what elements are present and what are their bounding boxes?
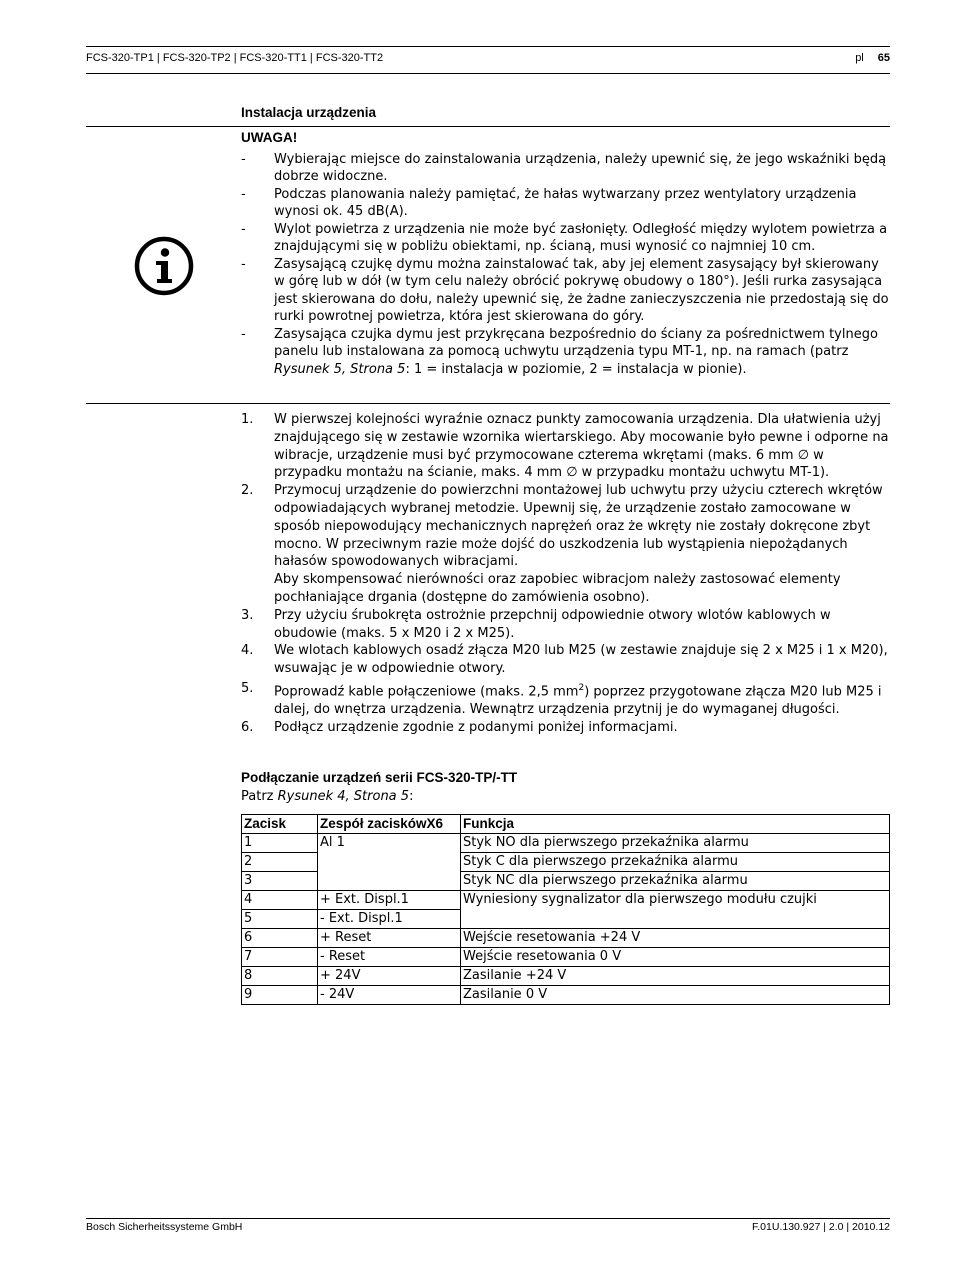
header-lang: pl — [855, 52, 864, 64]
table-row: 9 - 24V Zasilanie 0 V — [242, 986, 890, 1005]
note-item: - Zasysająca czujka dymu jest przykręcana bezpośrednio do ściany za pośrednictwem tylnego panelu lub instalowana za pomocą uchwytu urządzenia typu MT-1, np. na ramach (patrz Rysunek 5, Strona 5: 1 = instalacja w poziomie, 2 = instalacja w pionie). — [241, 326, 878, 377]
table-row: 8 + 24V Zasilanie +24 V — [242, 967, 890, 986]
header-page-number: 65 — [877, 52, 890, 64]
figure-reference-link[interactable]: Rysunek 4, Strona 5 — [277, 789, 410, 804]
header-top-rule — [86, 46, 890, 47]
step-item: 5. Poprowadź kable połączeniowe (maks. 2,5 $mm^2$) poprzez przygotowane złącza M20 lub M25 i dalej, do wnętrza urządzenia. Wewnątrz urządzenia przytnij je do wymaganej długości. — [241, 680, 882, 718]
note-top-rule — [86, 126, 890, 127]
note-title: UWAGA! — [241, 130, 298, 145]
note-item: - Wybierając miejsce do zainstalowania urządzenia, należy upewnić się, że jego wskaźniki będą dobrze widoczne. — [241, 151, 887, 184]
step-item: 3. Przy użyciu śrubokręta ostrożnie przepchnij odpowiednie otwory wlotów kablowych w obudowie (maks. 5 x M20 i 2 x M25). — [241, 607, 831, 641]
footer-doc-info: F.01U.130.927 | 2.0 | 2010.12 — [752, 1221, 890, 1233]
table-row: 6 + Reset Wejście resetowania +24 V — [242, 929, 890, 948]
note-block — [241, 129, 891, 378]
step-item: 6. Podłącz urządzenie zgodnie z podanymi poniżej informacjami. — [241, 719, 678, 735]
table-row: 2 Styk C dla pierwszego przekaźnika alarmu — [242, 853, 890, 872]
installation-steps — [241, 411, 891, 737]
steps-list — [241, 411, 891, 737]
table-row: 5 - Ext. Displ.1 — [242, 910, 890, 929]
column-header: Zespół zaciskówX6 — [318, 815, 461, 834]
column-header: Zacisk — [242, 815, 318, 834]
footer-company: Bosch Sicherheitssysteme GmbH — [86, 1221, 243, 1233]
table-row: 4 + Ext. Displ.1 Wyniesiony sygnalizator dla pierwszego modułu czujki — [242, 891, 890, 910]
table-header-row — [242, 815, 890, 834]
table-row: 7 - Reset Wejście resetowania 0 V — [242, 948, 890, 967]
note-list — [241, 151, 891, 379]
column-header: Funkcja — [461, 815, 890, 834]
header-models: FCS-320-TP1 | FCS-320-TP2 | FCS-320-TT1 | FCS-320-TT2 — [86, 52, 384, 64]
note-item: - Wylot powietrza z urządzenia nie może być zasłonięty. Odległość między wylotem powietrza a znajdującymi się w pobliżu obiektami, np. ścianą, musi wynosić co najmniej 10 cm. — [241, 221, 888, 254]
step-item: 4. We wlotach kablowych osadź złącza M20 lub M25 (w zestawie znajduje się 2 x M25 i 1 x M20), wsuwając je w odpowiednie otwory. — [241, 643, 888, 677]
header-page-info — [855, 52, 890, 64]
table-row: 3 Styk NC dla pierwszego przekaźnika alarmu — [242, 872, 890, 891]
note-item: - Zasysającą czujkę dymu można zainstalować tak, aby jej element zasysający był skierowany w górę lub w dół (w tym celu należy obrócić pokrywę obudowy o 180°). Jeśli rurka zasysająca jest skierowana do dołu, należy upewnić się, że żadne zanieczyszczenia nie przedostają się do rurki powrotnej powietrza, która jest skierowana do góry. — [241, 256, 889, 324]
step-item: 1. W pierwszej kolejności wyraźnie oznacz punkty zamocowania urządzenia. Dla ułatwienia użyj znajdującego się w zestawie wzornika wiertarskiego. Aby mocowanie było pewne i odporne na wibracje, urządzenie musi być przymocowane czterema wkrętami (maks. 6 mm ∅ w przypadku montażu na ścianie, maks. 4 mm ∅ w przypadku montażu uchwytu MT-1). — [241, 412, 889, 481]
step-item: 2. Przymocuj urządzenie do powierzchni montażowej lub uchwytu przy użyciu czterech wkrętów odpowiadających wybranej metodzie. Upewnij się, że urządzenie zostało zamocowane w sposób niepowodujący mechanicznych naprężeń oraz że wkręty nie zostały dokręcone zbyt mocno. W przeciwnym razie może dojść do uszkodzenia lub wystąpienia niepożądanych hałasów spowodowanych wibracjami. Aby skompensować nierówności oraz zapobiec wibracjom należy zastosować elementy pochłaniające drgania (dostępne do zamówienia osobno). — [241, 483, 883, 605]
table-row: 1 Al 1 Styk NO dla pierwszego przekaźnika alarmu — [242, 834, 890, 853]
header-bottom-rule — [86, 73, 890, 74]
footer-rule — [86, 1218, 890, 1219]
terminal-table — [241, 814, 890, 1005]
note-item: - Podczas planowania należy pamiętać, że hałas wytwarzany przez wentylatory urządzenia wynosi ok. 45 dB(A). — [241, 186, 857, 219]
figure-reference-link[interactable]: Rysunek 5, Strona 5 — [274, 361, 406, 377]
section-title: Instalacja urządzenia — [241, 105, 377, 120]
note-bottom-rule — [86, 403, 890, 404]
info-icon — [134, 236, 194, 296]
connection-title: Podłączanie urządzeń serii FCS-320-TP/-TT — [241, 770, 518, 785]
connection-see: Patrz Rysunek 4, Strona 5: — [241, 789, 414, 804]
